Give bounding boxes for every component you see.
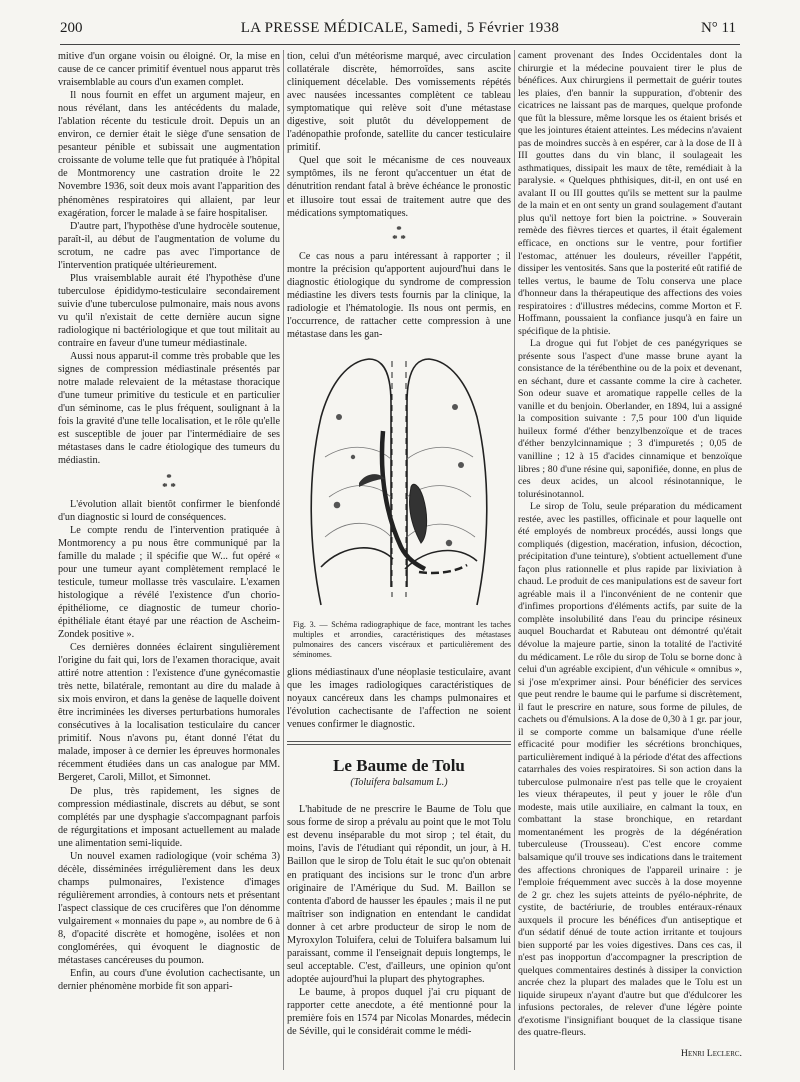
paragraph: Le compte rendu de l'intervention pratiquée à Montmorency a pu nous être communiqué par la famille du malade ; il spécifie que W... fut opéré « pour une tumeur ayant complètement remplacé le testicule, tumeur mollasse très vasculaire. L'examen histologique a révélé l'existence d'un chorio-épithéliome, ce diagnostic de tumeur chorio-épithéliale étant étayé par une réaction de Ascheim-Zondek positive ». [58,524,280,640]
paragraph: glions médiastinaux d'une néoplasie testiculaire, avant que les images radiologiques caractéristiques de noyaux cancéreux dans les champs pulmonaires et l'évolution cachectisante de l'affection ne soient venues confirmer le diagnostic. [287,666,511,731]
figure-caption: Fig. 3. — Schéma radiographique de face, montrant les taches multiples et arrondies, caractéristiques des métastases pulmonaires des cancers viscéraux et particulièrement des séminomes. [293,619,511,659]
section-separator: * * * [392,223,406,245]
paragraph: La drogue qui fut l'objet de ces panégyriques se présente sous l'aspect d'une masse brune ayant la consistance de la térébenthine ou de la poix et devenant, en séchant, dure et cassante comme la cire à cacheter. Son odeur suave et aromatique rappelle celles de la vanille et du benjoin. Oberlander, en 1894, lui a assigné la composition suivante : 7,5 pour 100 d'un liquide huileux formé d'éther benzylbenzoïque et de traces d'éther benzylcinnamique ; 3 d'impuretés ; 0,05 de vanilline ; 12 à 15 d'acides cinnamique et benzoïque libres ; 80 d'une résine qui, saponifiée, donne, en plus de ces deux acides, un alcool résinotannique, le tolurésinotannol. [518,338,742,500]
section-separator: * * * [162,471,176,493]
divider [287,744,511,745]
left-lung-outline [311,359,391,605]
paragraph: Enfin, au cours d'une évolution cachectisante, un dernier phénomène morbide fit son appari- [58,968,280,993]
column-1 [58,50,280,993]
paragraph: mitive d'un organe voisin ou éloigné. Or, la mise en cause de ce cancer primitif éventuel nous apparut très vraisemblable au cours d'un examen complet. [58,51,280,89]
paragraph: Le baume, à propos duquel j'ai cru piquant de rapporter cette anecdote, a été mentionné pour la première fois en 1574 par Nicolas Monardes, médecin de Séville, qui le considérait comme le médi- [287,986,511,1038]
paragraph: L'évolution allait bientôt confirmer le bienfondé d'un diagnostic si lourd de conséquences. [58,498,280,523]
issue-number: N° 11 [700,20,736,36]
paragraph: Il nous fournit en effet un argument majeur, en nous révélant, dans les antécédents du malade, l'ablation récente du testicule droit. Depuis un an environ, ce dernier était le siège d'une sensation de pesanteur pénible et subissait une augmentation croissante de volume telle que fut pratiquée à l'hôpital de Montmorency une castration droite le 22 Novembre 1936, soit deux mois avant l'apparition des phénomènes respiratoires qui allaient, par leur exagération, forcer le malade à se faire hospitaliser. [58,90,280,219]
journal-title: LA PRESSE MÉDICALE, Samedi, 5 Février 1938 [240,20,560,36]
paragraph: Le sirop de Tolu, seule préparation du médicament restée, avec les pastilles, officinale et pour laquelle ont été employés de nombreux procédés, aussi longs que compliqués (digestion, macération, infusion, décoction, précipitation d'une teinture), s'obtient actuellement d'une façon plus rationnelle et plus rapide par lixiviation à chaud. Le produit de ces manipulations est de saveur fort agréable mais il a l'inconvénient de ne contenir que d'infimes proportions d'éléments actifs, par suite de la complète insolubilité dans l'eau du principe résineux auquel Bouchardat et Rabuteau ont démontré qu'était dévolue la majeure partie, sinon la totalité de l'activité du médicament. Le rôle du sirop de Tolu se borne donc à celui d'un agréable excipient, d'un véhicule « omnibus », si j'ose m'exprimer ainsi. Pour bénéficier des services que peut rendre le baume qui le parfume si discrètement, il faut le prescrire en nature, sous forme de pilules, de cachets ou d'émulsions. A la dose de 0,30 à 1 gr. par jour, il se comporte comme un balsamique d'une réelle efficacité pour modifier les sécrétions bronchiques, particulièrement indiqué à la période d'état des affections catarrhales des voies respiratoires. Si son action dans la tuberculose pulmonaire n'est pas telle que le croyaient les vieux thérapeutes, il peut y jouer le rôle d'un modeste, mais utile auxiliaire, en calmant la toux, en combattant la stase bronchique, en retardant momentanément les progrès de la dégénération tuberculeuse (Trousseau). C'est encore comme balsamique qu'il trouve ses indications dans le traitement des affections chroniques de l'appareil urinaire : je l'emploie fréquemment avec succès à la dose moyenne de 2 gr. chez les sujets atteints de pyélo-néphrite, de cystite, de bactériurie, de troubles entéraux-rénaux auxquels il procure les bénéfices d'un antiseptique et d'un sédatif dénué de toute action irritante et toujours bien supporté par les voies digestives. Dans ces cas, il n'est pas inopportun d'accompagner la prescription de quelques commentaires destinés à dissiper la conviction ancrée chez la plupart des malades que le Tolu est un liquide sirupeux n'ayant d'autre but que d'édulcorer les infusions pectorales, de relever d'une légère pointe d'exotisme l'insignifiant bouquet de la classique tisane des quatre-fleurs. [518,501,742,1039]
author-signature: Henri Leclerc. [680,1047,742,1059]
chest-radiograph-diagram [299,347,499,617]
metastatic-nodules [334,404,464,546]
cardiac-border [419,565,467,573]
column-3 [518,50,742,1061]
hilar-mass [409,484,426,543]
paragraph: Plus vraisemblable aurait été l'hypothèse d'une tuberculose épididymo-testiculaire secondairement suivie d'une tuberculose pulmonaire, mais nous avons vu qu'il n'existait de cette dernière aucun signe radiologique ni bactériologique et que tout militait au contraire en faveur d'une tumeur médiastinale. [58,272,280,350]
paragraph: tion, celui d'un météorisme marqué, avec circulation collatérale discrète, hémorroïdes, sans ascite cliniquement décelable. Des vomissements répétés avec nausées incessantes complètent ce tableau symptomatique qui relève soit d'une métastase digestive, soit plutôt du développement de l'adénopathie profonde, satellite du cancer testiculaire primitif. [287,51,511,154]
article-title: Le Baume de Tolu [333,756,465,776]
paragraph: D'autre part, l'hypothèse d'une hydrocèle soutenue, paraît-il, au début de l'augmentation de volume du scrotum, ne cadre pas avec l'importance de l'intervention pratiquée ultérieurement. [58,220,280,271]
article-subtitle: (Toluifera balsamum L.) [350,777,448,789]
paragraph: Un nouvel examen radiologique (voir schéma 3) décèle, disséminées irrégulièrement dans les deux champs pulmonaires, l'existence d'images régulièrement arrondies, à contours nets et présentant l'aspect classique de ces crucifères que l'on dénomme vulgairement « monnaies du pape », au nombre de 6 à 8, d'opacité discrète et homogène, isolées et non conglomérées, qui évoquent le diagnostic de métastases cancéreuses du poumon. [58,850,280,967]
paragraph: cament provenant des Indes Occidentales dont la chirurgie et la médecine pouvaient tirer le plus de bénéfices. Aux chirurgiens il permettait de guérir toutes les plaies, d'en bannir la suppuration, d'obtenir des cicatrices ne laissant pas de marques, quelque profonde que fût la blessure, même lorsque les os étaient brisés et que les jointures étaient atteintes. Les médecins n'avaient pas de moindres succès à en espérer, car à la dose de II à III gouttes dans du vin blanc, il soulageait les asthmatiques, dissipait les maux de tête, remédiait à la paralysie. « Quelques phthisiques, dit-il, en ont usé en avalant II ou III gouttes qu'ils se mettent sur la paulme de la main et en ont senty un grand soulagement d'autant plus qu'il nettoye fort bien la poictrine. » Souverain remède des fièvres tierces et quartes, il était également efficace, en onctions sur le ventre, pour fortifier l'estomac, atténuer les douleurs, réveiller l'appétit, dissiper les ventosités. Sans que la posterité eût ratifié de telles vertus, le baume de Tolu conserva une place d'honneur dans la thérapeutique des affections des voies respiratoires : d'illustres médecins, comme Morton et F. Hoffmann, poussaient la confiance jusqu'à en faire un spécifique de la phtisie. [518,50,742,337]
paragraph: L'habitude de ne prescrire le Baume de Tolu que sous forme de sirop a prévalu au point que le mot Tolu est devenu inséparable du mot sirop ; tel était, du moins, l'avis de l'étudiant qui répondit, un jour, à H. Baillon que le sirop de Tolu était le suc qu'on obtenait en pratiquant des incisions sur le tronc d'un arbre originaire de l'Amérique du Sud. M. Baillon se contenta d'abord de hausser les épaules ; mais il ne put maîtriser son indignation en entendant le candidat donner à cet arbre producteur de sirop le nom de Myroxylon Toluifera, celui de Toluifera balsamum lui paraissant, comme il l'enseignait depuis longtemps, le seul acceptable. C'est, d'ailleurs, une opinion qu'ont adoptée aujourd'hui la plupart des phytographes. [287,804,511,985]
divider [287,741,511,742]
paragraph: Ce cas nous a paru intéressant à rapporter ; il montre la précision qu'apportent aujourd'hui dans le diagnostic étiologique du syndrome de compression médiastine les divers tests fournis par la clinique, la radiologie et l'hématologie. Ils nous ont permis, en l'occurrence, de rattacher cette compression à une métastase dans les gan- [287,250,511,340]
column-2 [287,50,511,1038]
paragraph: Quel que soit le mécanisme de ces nouveaux symptômes, ils ne feront qu'accentuer un état de dénutrition rendant fatal à brève échéance le pronostic et illusoire tout essai de traitement autre que des médications symptomatiques. [287,155,511,219]
column-divider [514,50,515,1070]
column-divider [283,50,284,1070]
left-diaphragm [321,548,393,567]
paragraph: Aussi nous apparut-il comme très probable que les signes de compression médiastinale présentés par notre malade relevaient de la métastase thoracique d'une tumeur primitive du testicule et en particulier d'un séminome, cas le plus fréquent, soulignant à la fois la gravité d'une telle localisation, et le rôle qu'elle est susceptible de jouer par l'intermédiaire de ses métastases dans le cadre étiologique des tumeurs du médiastin. [58,351,280,467]
page-header [60,20,740,45]
page-number: 200 [60,20,83,36]
radiograph-figure [287,347,511,660]
paragraph: De plus, très rapidement, les signes de compression médiastinale, discrets au début, se sont complétés par une dysphagie s'accompagnant parfois de régurgitations et imposant actuellement au malade une alimentation semi-liquide. [58,785,280,849]
paragraph: Ces dernières données éclairent singulièrement l'origine du fait qui, lors de l'examen thoracique, avait attiré notre attention : l'existence d'une gynécomastie très nette, bilatérale, remontant au dire du malade à six mois environ, et dans la genèse de laquelle doivent être incriminées les diverses perturbations humorales consécutives à la localisation testiculaire du cancer primitif. Nous n'avons pu, étant donné l'état du malade, imposer à ce dernier les épreuves hormonales récemment étudiées dans un cas analogue par MM. Bergeret, Caroli, Millot, et Simonnet. [58,642,280,784]
